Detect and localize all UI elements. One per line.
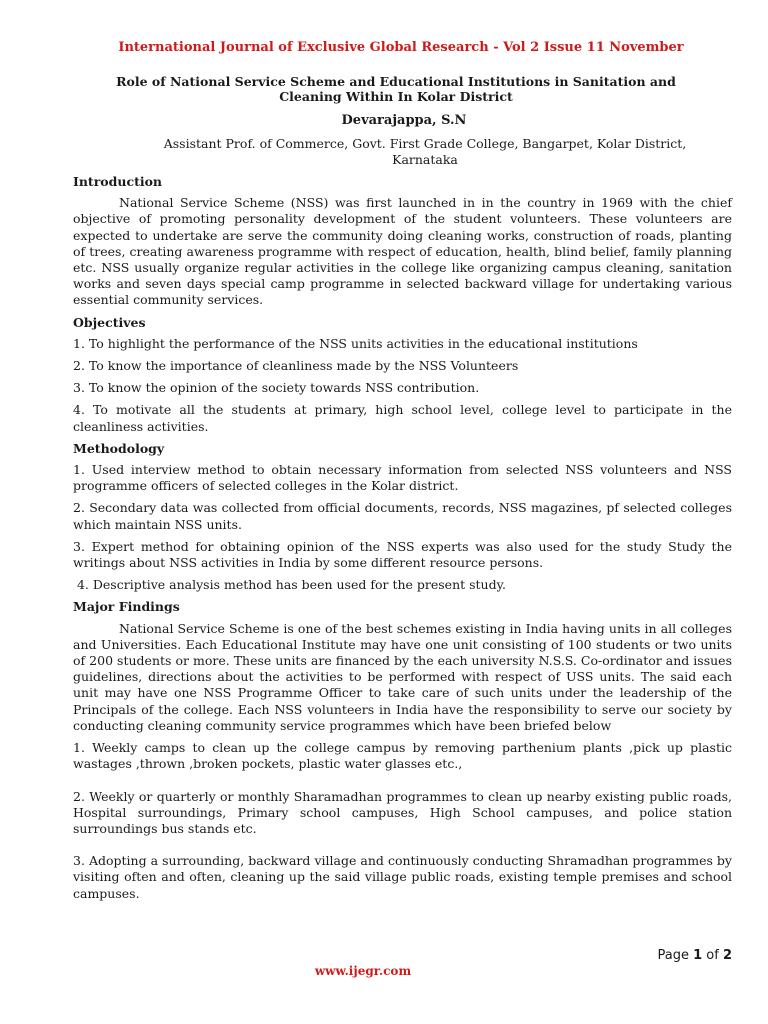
methodology-item: 3. Expert method for obtaining opinion of the NSS experts was also used for the study Study the writings about NSS activities in India by some different resource persons. — [73, 538, 732, 571]
findings-item: 3. Adopting a surrounding, backward village and continuously conducting Shramadhan programmes by visiting often and often, cleaning up the said village public roads, existing temple premises and school campuses. — [73, 853, 732, 901]
introduction-paragraph: National Service Scheme (NSS) was first launched in in the country in 1969 with the chief objective of promoting personality development of the student volunteers. These volunteers are expected to undertake are serve the community doing cleaning works, construction of roads, planting of trees, creating awareness programme with respect of education, health, blind belief, family planning etc. NSS usually organize regular activities in the college like organizing campus cleaning, sanitation works and seven days special camp programme in selected backward village for undertaking various essential community services. — [73, 195, 732, 308]
page-total: 2 — [722, 948, 732, 963]
title-line-1: Role of National Service Scheme and Educational Institutions in Sanitation and — [116, 74, 676, 89]
methodology-heading: Methodology — [73, 440, 165, 456]
journal-url-link[interactable]: www.ijegr.com — [314, 964, 412, 978]
objective-item: 1. To highlight the performance of the NSS units activities in the educational institutions — [73, 335, 638, 351]
page-current: 1 — [693, 948, 703, 963]
page-of: of — [706, 948, 719, 963]
objectives-heading: Objectives — [73, 314, 146, 330]
findings-item: 2. Weekly or quarterly or monthly Sharamadhan programmes to clean up nearby existing public roads, Hospital surroundings, Primary school campuses, High School campuses, and police station surroundings bus stands etc. — [73, 788, 732, 836]
introduction-heading: Introduction — [73, 174, 163, 189]
journal-header: International Journal of Exclusive Global Research - Vol 2 Issue 11 November — [118, 40, 684, 55]
paper-body — [73, 174, 732, 908]
methodology-item: 1. Used interview method to obtain necessary information from selected NSS volunteers and NSS programme officers of selected colleges in the Kolar district. — [73, 462, 732, 494]
affiliation-line-2: Karnataka — [392, 152, 458, 167]
findings-paragraph: National Service Scheme is one of the best schemes existing in India having units in all colleges and Universities. Each Educational Institute may have one unit consisting of 100 students or two units of 200 students or more. These units are financed by the each university N.S.S. Co-ordinator and issues guidelines, directions about the activities to be performed with respect of USS units. The said each unit may have one NSS Programme Officer to take care of such units under the leadership of the Principals of the college. Each NSS volunteers in India have the responsibility to serve our society by conducting cleaning community service programmes which have been briefed below — [73, 620, 732, 733]
methodology-item: 4. Descriptive analysis method has been used for the present study. — [73, 577, 506, 593]
page-number — [600, 948, 732, 963]
author-affiliation — [118, 136, 732, 168]
author-name: Devarajappa, S.N — [341, 113, 467, 128]
findings-item: 1. Weekly camps to clean up the college campus by removing parthenium plants ,pick up plastic wastages ,thrown ,broken pockets, plastic water glasses etc., — [73, 740, 732, 772]
objective-item: 3. To know the opinion of the society towards NSS contribution. — [73, 380, 480, 396]
objective-item: 4. To motivate all the students at primary, high school level, college level to participate in the cleanliness activities. — [73, 402, 732, 434]
affiliation-line-1: Assistant Prof. of Commerce, Govt. First Grade College, Bangarpet, Kolar District, — [163, 136, 687, 151]
methodology-item: 2. Secondary data was collected from official documents, records, NSS magazines, pf selected colleges which maintain NSS units. — [73, 500, 732, 532]
findings-heading: Major Findings — [73, 599, 180, 615]
paper-title — [60, 74, 732, 104]
objective-item: 2. To know the importance of cleanliness made by the NSS Volunteers — [73, 358, 519, 374]
title-line-2: Cleaning Within In Kolar District — [279, 89, 513, 104]
page-label: Page — [657, 948, 689, 963]
